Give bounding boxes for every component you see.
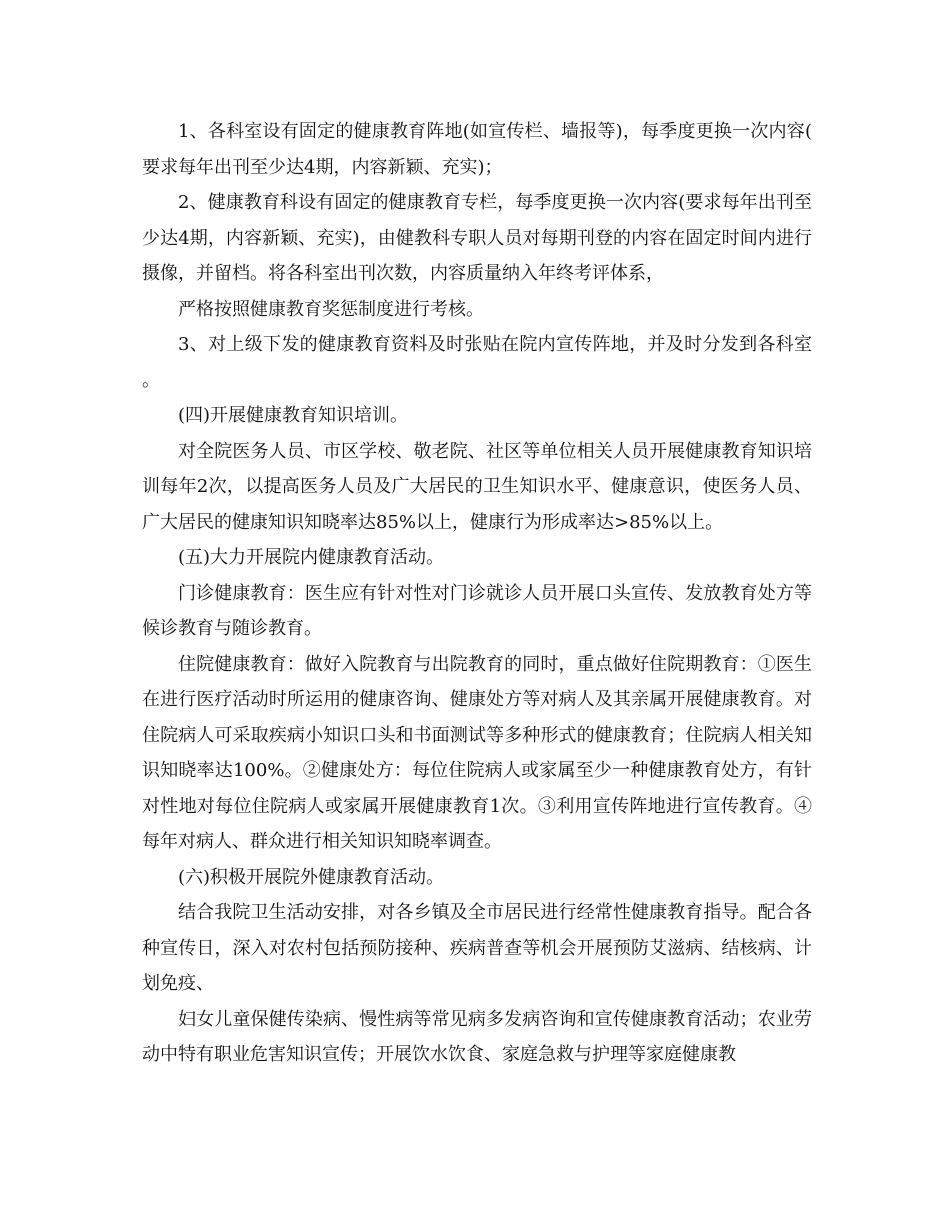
paragraph-5: 对全院医务人员、市区学校、敬老院、社区等单位相关人员开展健康教育知识培训每年2次，以提高医务人员及广大居民的卫生知识水平、健康意识，使医务人员、广大居民的健康知识知晓率达85%以上，健康行为形成率达>85%以上。 — [142, 440, 812, 533]
paragraph-9: 妇女儿童保健传染病、慢性病等常见病多发病咨询和宣传健康教育活动；农业劳动中特有职业危害知识宣传；开展饮水饮食、家庭急救与护理等家庭健康教 — [142, 1008, 812, 1065]
paragraph-8: 结合我院卫生活动安排，对各乡镇及全市居民进行经常性健康教育指导。配合各种宣传日，深入对农村包括预防接种、疾病普查等机会开展预防艾滋病、结核病、计划免疫、 — [142, 902, 812, 994]
paragraph-6: 门诊健康教育：医生应有针对性对门诊就诊人员开展口头宣传、发放教育处方等候诊教育与随诊教育。 — [142, 582, 812, 639]
paragraph-2: 2、健康教育科设有固定的健康教育专栏，每季度更换一次内容(要求每年出刊至少达4期，内容新颖、充实)，由健教科专职人员对每期刊登的内容在固定时间内进行摄像，并留档。将各科室出刊次数，内容质量纳入年终考评体系， — [142, 192, 812, 284]
document-body — [142, 114, 812, 1073]
paragraph-7: 住院健康教育：做好入院教育与出院教育的同时，重点做好住院期教育：①医生在进行医疗活动时所运用的健康咨询、健康处方等对病人及其亲属开展健康教育。对住院病人可采取疾病小知识口头和书面测试等多种形式的健康教育；住院病人相关知识知晓率达100%。②健康处方：每位住院病人或家属至少一种健康教育处方，有针对性地对每位住院病人或家属开展健康教育1次。③利用宣传阵地进行宣传教育。④每年对病人、群众进行相关知识知晓率调查。 — [142, 653, 812, 852]
section-heading-4: (四)开展健康教育知识培训。 — [178, 405, 409, 426]
section-heading-5: (五)大力开展院内健康教育活动。 — [178, 547, 445, 568]
section-heading-6: (六)积极开展院外健康教育活动。 — [178, 866, 445, 888]
paragraph-4: 3、对上级下发的健康教育资料及时张贴在院内宣传阵地，并及时分发到各科室。 — [142, 334, 812, 391]
paragraph-1: 1、各科室设有固定的健康教育阵地(如宣传栏、墙报等)，每季度更换一次内容(要求每年出刊至少达4期，内容新颖、充实)； — [142, 121, 812, 178]
paragraph-3: 严格按照健康教育奖惩制度进行考核。 — [178, 298, 484, 320]
